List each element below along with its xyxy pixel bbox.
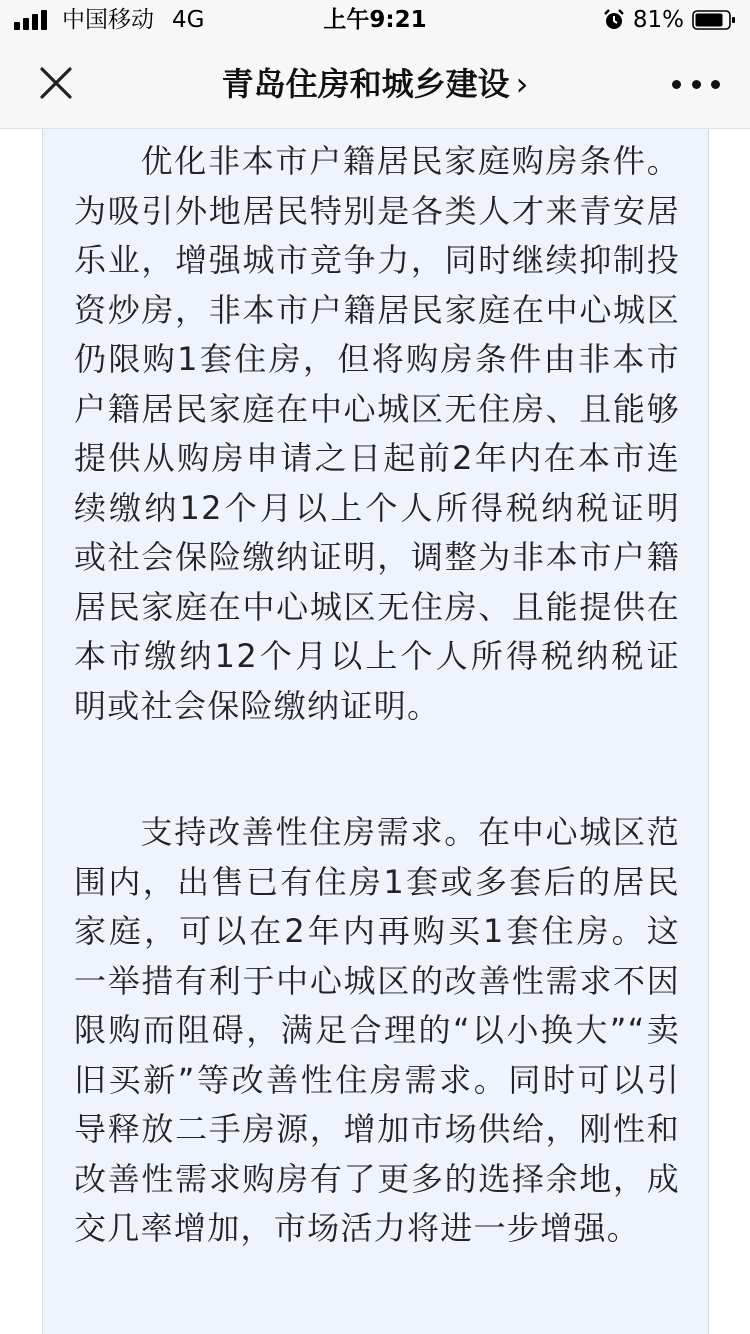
carrier-label: 中国移动: [62, 7, 154, 33]
paragraph-text: 优化非本市户籍居民家庭购房条件。为吸引外地居民特别是各类人才来青安居乐业，增强城市竞争力，同时继续抑制投资炒房，非本市户籍居民家庭在中心城区仍限购1套住房，但将购房条件由非本市户籍居民家庭在中心城区无住房、且能够提供从购房申请之日起前2年内在本市连续缴纳12个月以上个人所得税纳税证明或社会保险缴纳证明，调整为非本市户籍居民家庭在中心城区无住房、且能提供在本市缴纳12个月以上个人所得税纳税证明或社会保险缴纳证明。: [74, 142, 680, 725]
clock: 上午9:21: [323, 7, 427, 33]
article-content: [42, 129, 709, 1334]
paragraph-text: 支持改善性住房需求。在中心城区范围内，出售已有住房1套或多套后的居民家庭，可以在2年内再购买1套住房。这一举措有利于中心城区的改善性需求不因限购而阻碍，满足合理的“以小换大”“卖旧买新”等改善性住房需求。同时可以引导释放二手房源，增加市场供给，刚性和改善性需求购房有了更多的选择余地，成交几率增加，市场活力将进一步增强。: [74, 813, 680, 1247]
chevron-right-icon: ›: [515, 65, 529, 103]
page-title: 青岛住房和城乡建设: [221, 65, 510, 103]
battery-percent: 81%: [632, 7, 684, 33]
article-paragraph: [74, 808, 680, 1254]
battery-icon: [692, 10, 736, 30]
status-right: [603, 6, 736, 34]
more-button[interactable]: [672, 70, 720, 98]
alarm-icon: [603, 9, 625, 31]
network-label: 4G: [172, 7, 205, 33]
account-title-link[interactable]: [0, 64, 750, 104]
more-icon: [672, 80, 681, 89]
article-paragraph: [74, 137, 680, 731]
status-bar: [0, 0, 750, 40]
nav-bar: [0, 40, 750, 129]
